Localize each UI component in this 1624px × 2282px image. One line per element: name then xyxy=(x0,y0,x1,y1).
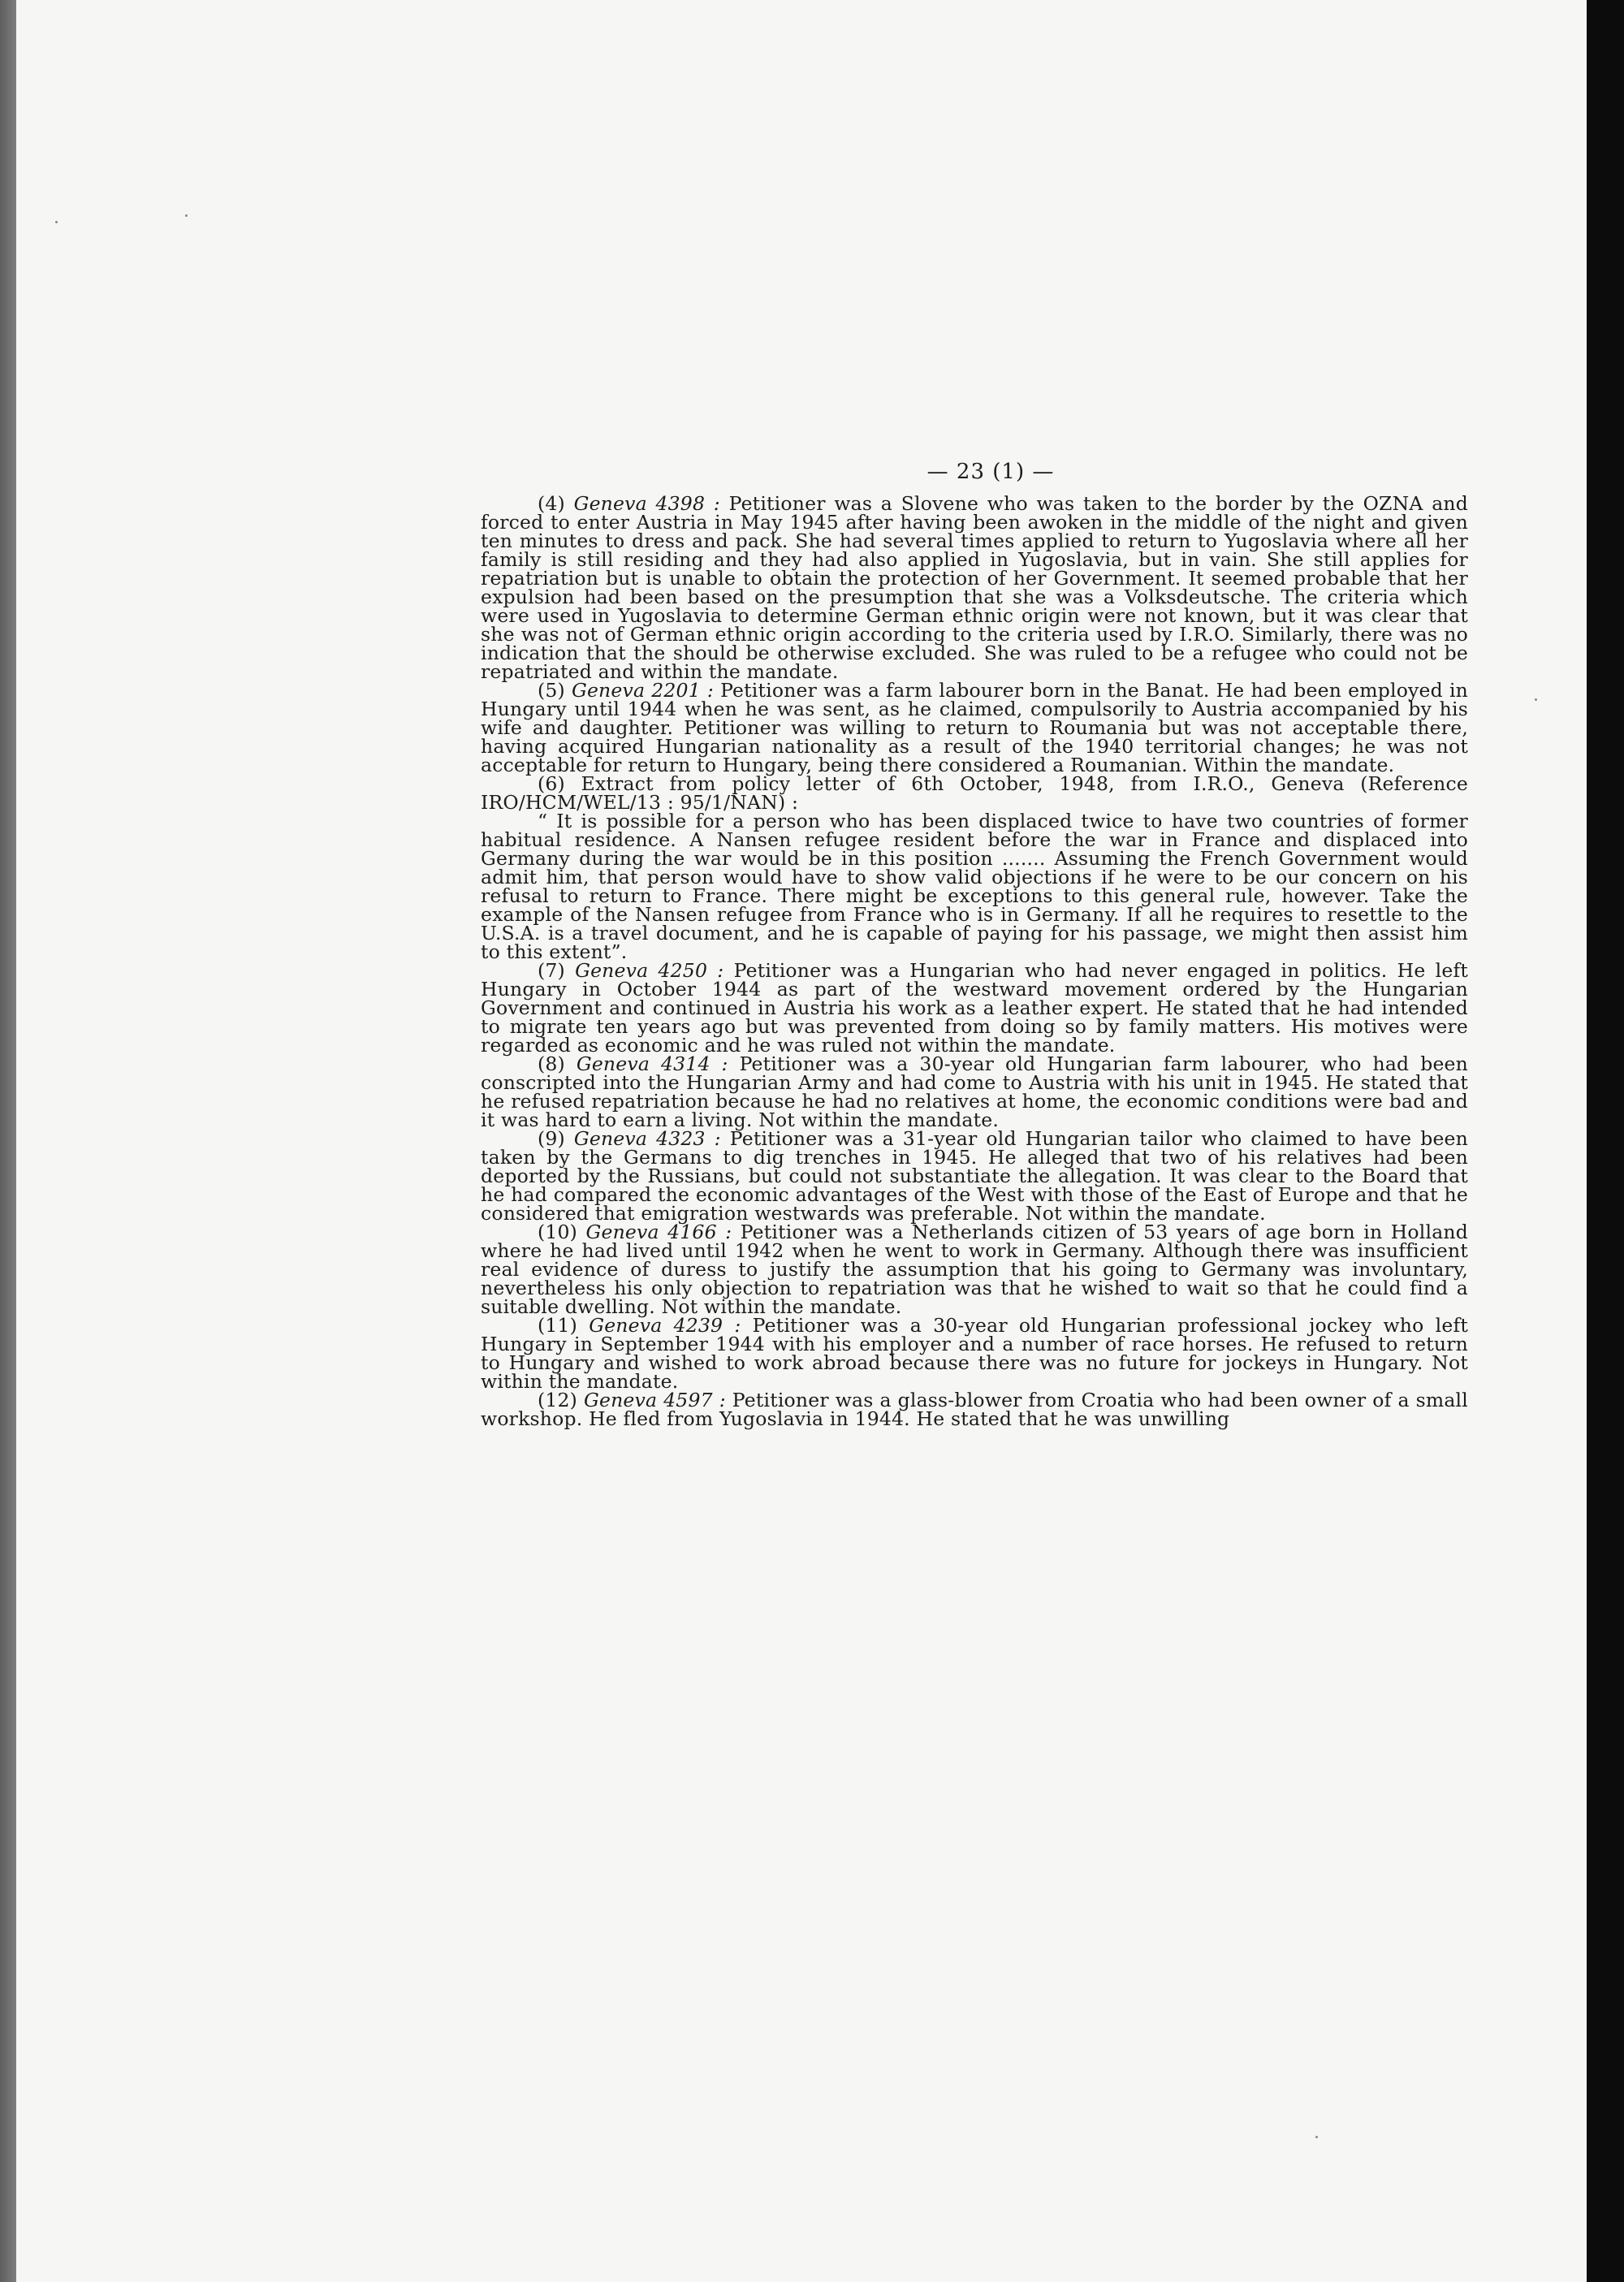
scan-speck xyxy=(55,221,58,223)
case-reference: Geneva 4250 : xyxy=(575,959,724,982)
case-reference: Geneva 4323 : xyxy=(573,1127,721,1150)
paragraph-text: Petitioner was a farm labourer born in the Banat. He had been employed in Hungary until 1944 when he was sent, as he claimed, compulsorily to Austria accompanied by his wife and daughter. Petitioner was willing to return to Roumania but was not acceptable there, having acquired Hungarian nationality as a result of the 1940 territorial changes; he was not acceptable for return to Hungary, being there considered a Roumanian. Within the mandate. xyxy=(481,679,1468,776)
quotation-paragraph xyxy=(481,812,1468,962)
case-reference: Geneva 4398 : xyxy=(573,492,720,515)
paragraph-number: (12) xyxy=(538,1389,578,1411)
case-reference: Geneva 4166 : xyxy=(585,1221,732,1243)
document-body xyxy=(481,460,1468,1430)
paragraph-9 xyxy=(481,1127,1468,1225)
paragraph-text: Petitioner was a 30-year old Hungarian professional jockey who left Hungary in September 1944 with his employer and a number of race horses. He refused to return to Hungary and wished to work abroad because there was no future for jockeys in Hungary. Not within the mandate. xyxy=(481,1314,1468,1393)
paragraph-7 xyxy=(481,959,1468,1057)
paragraph-10 xyxy=(481,1223,1468,1316)
case-reference: Geneva 2201 : xyxy=(571,679,715,702)
paragraph-text: Extract from policy letter of 6th October, 1948, from I.R.O., Geneva (Reference IRO/HCM/WEL/13 : 95/1/NAN) : xyxy=(481,772,1468,814)
scan-speck xyxy=(1315,2136,1318,2138)
paragraph-6 xyxy=(481,772,1468,814)
paragraph-12 xyxy=(481,1391,1468,1428)
paragraph-text: Petitioner was a Slovene who was taken to the border by the OZNA and forced to enter Austria in May 1945 after having been awoken in the middle of the night and given ten minutes to dress and pack. She had several times applied to return to Yugoslavia where all her family is still residing and they had also applied in Yugoslavia, but in vain. She still applies for repatriation but is unable to obtain the protection of her Government. It seemed probable that her expulsion had been based on the presumption that she was a Volksdeutsche. The criteria which were used in Yugoslavia to determine German ethnic origin were not known, but it was clear that she was not of German ethnic origin according to the criteria used by I.R.O. Similarly, there was no indication that the should be otherwise excluded. She was ruled to be a refugee who could not be repatriated and within the mandate. xyxy=(481,492,1468,683)
paragraph-number: (8) xyxy=(538,1052,565,1075)
case-reference: Geneva 4239 : xyxy=(589,1314,741,1337)
paragraph-number: (7) xyxy=(538,959,565,982)
scan-speck xyxy=(185,214,188,217)
quotation-text: “ It is possible for a person who has been displaced twice to have two countries of former habitual residence. A Nansen refugee resident before the war in France and displaced into Germany during the war would be in this position ....... Assuming the French Government would admit him, that person would have to show valid objections if he were to be our concern on his refusal to return to France. There might be exceptions to this general rule, however. Take the example of the Nansen refugee from France who is in Germany. If all he requires to resettle to the U.S.A. is a travel document, and he is capable of paying for his passage, we might then assist him to this extent”. xyxy=(481,810,1468,963)
paragraph-text: Petitioner was a glass-blower from Croatia who had been owner of a small workshop. He fled from Yugoslavia in 1944. He stated that he was unwilling xyxy=(481,1389,1468,1430)
paragraph-text: Petitioner was a Netherlands citizen of 53 years of age born in Holland where he had lived until 1942 when he went to work in Germany. Although there was insufficient real evidence of duress to justify the assumption that his going to Germany was involuntary, nevertheless his only objection to repatriation was that he wished to wait so that he could find a suitable dwelling. Not within the mandate. xyxy=(481,1221,1468,1318)
paragraph-4 xyxy=(481,492,1468,683)
paragraph-text: Petitioner was a 30-year old Hungarian farm labourer, who had been conscripted into the Hungarian Army and had come to Austria with his unit in 1945. He stated that he refused repatriation because he had no relatives at home, the economic conditions were bad and it was hard to earn a living. Not within the mandate. xyxy=(481,1052,1468,1131)
paragraph-number: (4) xyxy=(538,492,565,515)
paragraph-5 xyxy=(481,681,1468,775)
paragraph-number: (5) xyxy=(538,679,565,702)
case-reference: Geneva 4597 : xyxy=(584,1389,726,1411)
paragraph-number: (9) xyxy=(538,1127,565,1150)
paragraph-number: (6) xyxy=(538,772,565,795)
paragraph-8 xyxy=(481,1052,1468,1131)
paragraph-text: Petitioner was a 31-year old Hungarian tailor who claimed to have been taken by the Germans to dig trenches in 1945. He alleged that two of his relatives had been deported by the Russians, but could not substantiate the allegation. It was clear to the Board that he had compared the economic advantages of the West with those of the East of Europe and that he considered that emigration westwards was preferable. Not within the mandate. xyxy=(481,1127,1468,1225)
paragraph-text: Petitioner was a Hungarian who had never engaged in politics. He left Hungary in October 1944 as part of the westward movement ordered by the Hungarian Government and continued in Austria his work as a leather expert. He stated that he had intended to migrate ten years ago but was prevented from doing so by family matters. His motives were regarded as economic and he was ruled not within the mandate. xyxy=(481,959,1468,1057)
paragraph-11 xyxy=(481,1316,1468,1391)
page-number: — 23 (1) — xyxy=(926,460,1055,484)
case-reference: Geneva 4314 : xyxy=(576,1052,728,1075)
paragraph-number: (10) xyxy=(538,1221,578,1243)
paragraph-number: (11) xyxy=(538,1314,578,1337)
scan-speck xyxy=(1535,698,1537,701)
